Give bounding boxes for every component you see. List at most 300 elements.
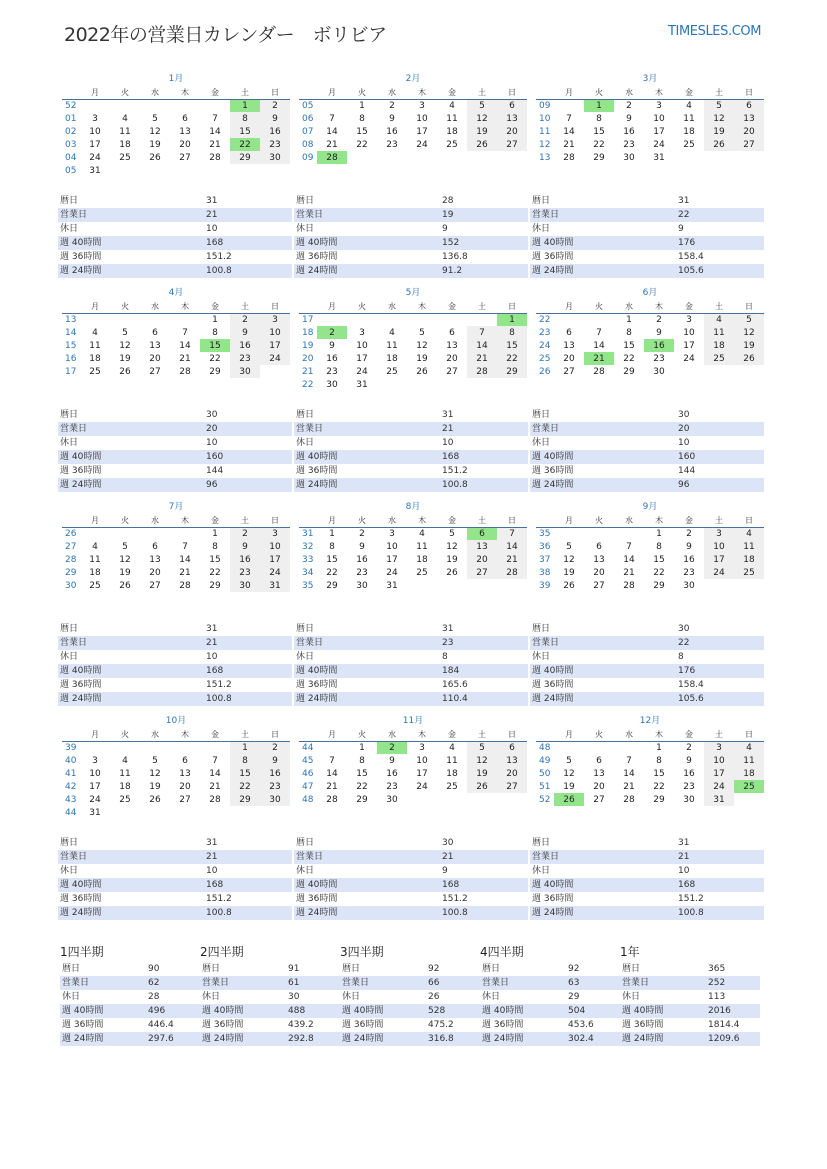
holiday-day-cell[interactable]: 1: [497, 313, 527, 326]
day-cell[interactable]: 4: [122, 755, 128, 766]
day-cell[interactable]: 26: [149, 794, 161, 805]
day-cell[interactable]: 16: [386, 126, 398, 137]
month-name[interactable]: 9月: [642, 502, 658, 512]
day-cell[interactable]: 8: [497, 326, 527, 339]
day-cell[interactable]: 15: [326, 554, 338, 565]
day-cell[interactable]: 19: [467, 125, 497, 138]
day-cell[interactable]: 13: [593, 554, 605, 565]
month-name[interactable]: 7月: [168, 502, 184, 512]
day-cell[interactable]: 15: [497, 339, 527, 352]
day-cell[interactable]: 10: [704, 540, 734, 553]
day-cell[interactable]: 17: [89, 139, 101, 150]
day-cell[interactable]: 11: [446, 113, 458, 124]
day-cell[interactable]: 13: [179, 768, 191, 779]
day-cell[interactable]: 27: [149, 366, 161, 377]
day-cell[interactable]: 21: [326, 781, 338, 792]
day-cell[interactable]: 14: [623, 554, 635, 565]
day-cell[interactable]: 21: [623, 781, 635, 792]
day-cell[interactable]: 29: [593, 152, 605, 163]
day-cell[interactable]: 26: [467, 138, 497, 151]
day-cell[interactable]: 9: [230, 540, 260, 553]
day-cell[interactable]: 4: [734, 741, 764, 754]
day-cell[interactable]: 22: [593, 139, 605, 150]
day-cell[interactable]: 2: [260, 741, 290, 754]
day-cell[interactable]: 12: [467, 754, 497, 767]
day-cell[interactable]: 23: [386, 139, 398, 150]
day-cell[interactable]: 10: [416, 113, 428, 124]
day-cell[interactable]: 22: [653, 781, 665, 792]
day-cell[interactable]: 16: [386, 768, 398, 779]
day-cell[interactable]: 16: [260, 125, 290, 138]
day-cell[interactable]: 24: [416, 139, 428, 150]
day-cell[interactable]: 24: [683, 353, 695, 364]
day-cell[interactable]: 30: [683, 580, 695, 591]
day-cell[interactable]: 12: [119, 340, 131, 351]
day-cell[interactable]: 26: [467, 780, 497, 793]
day-cell[interactable]: 13: [563, 340, 575, 351]
day-cell[interactable]: 8: [656, 755, 662, 766]
day-cell[interactable]: 4: [122, 113, 128, 124]
day-cell[interactable]: 7: [182, 327, 188, 338]
month-name[interactable]: 3月: [642, 74, 658, 84]
day-cell[interactable]: 20: [497, 767, 527, 780]
day-cell[interactable]: 30: [326, 379, 338, 390]
day-cell[interactable]: 2: [260, 99, 290, 112]
day-cell[interactable]: 25: [704, 352, 734, 365]
day-cell[interactable]: 3: [419, 100, 425, 111]
day-cell[interactable]: 1: [212, 528, 218, 539]
day-cell[interactable]: 25: [734, 566, 764, 579]
day-cell[interactable]: 23: [386, 781, 398, 792]
day-cell[interactable]: 29: [209, 366, 221, 377]
day-cell[interactable]: 12: [416, 340, 428, 351]
day-cell[interactable]: 27: [446, 366, 458, 377]
day-cell[interactable]: 24: [89, 794, 101, 805]
day-cell[interactable]: 20: [149, 567, 161, 578]
day-cell[interactable]: 10: [356, 340, 368, 351]
day-cell[interactable]: 8: [656, 541, 662, 552]
day-cell[interactable]: 18: [683, 126, 695, 137]
day-cell[interactable]: 3: [92, 755, 98, 766]
day-cell[interactable]: 15: [230, 125, 260, 138]
day-cell[interactable]: 9: [389, 113, 395, 124]
day-cell[interactable]: 14: [179, 554, 191, 565]
day-cell[interactable]: 4: [389, 327, 395, 338]
day-cell[interactable]: 6: [497, 99, 527, 112]
day-cell[interactable]: 23: [260, 780, 290, 793]
day-cell[interactable]: 26: [734, 352, 764, 365]
day-cell[interactable]: 2: [389, 100, 395, 111]
day-cell[interactable]: 5: [449, 528, 455, 539]
day-cell[interactable]: 25: [416, 567, 428, 578]
day-cell[interactable]: 28: [467, 365, 497, 378]
day-cell[interactable]: 14: [179, 340, 191, 351]
day-cell[interactable]: 21: [209, 139, 221, 150]
day-cell[interactable]: 7: [212, 113, 218, 124]
holiday-day-cell[interactable]: 25: [734, 780, 764, 793]
day-cell[interactable]: 11: [119, 768, 131, 779]
day-cell[interactable]: 17: [416, 768, 428, 779]
day-cell[interactable]: 7: [626, 755, 632, 766]
day-cell[interactable]: 3: [260, 527, 290, 540]
day-cell[interactable]: 22: [326, 567, 338, 578]
day-cell[interactable]: 23: [326, 366, 338, 377]
day-cell[interactable]: 18: [89, 567, 101, 578]
day-cell[interactable]: 20: [593, 781, 605, 792]
day-cell[interactable]: 31: [704, 793, 734, 806]
day-cell[interactable]: 1: [656, 742, 662, 753]
day-cell[interactable]: 19: [149, 781, 161, 792]
day-cell[interactable]: 1: [329, 528, 335, 539]
day-cell[interactable]: 21: [623, 567, 635, 578]
day-cell[interactable]: 23: [623, 139, 635, 150]
day-cell[interactable]: 20: [734, 125, 764, 138]
day-cell[interactable]: 6: [596, 541, 602, 552]
day-cell[interactable]: 16: [683, 554, 695, 565]
day-cell[interactable]: 5: [704, 99, 734, 112]
day-cell[interactable]: 17: [683, 340, 695, 351]
day-cell[interactable]: 28: [623, 794, 635, 805]
day-cell[interactable]: 25: [683, 139, 695, 150]
day-cell[interactable]: 9: [389, 755, 395, 766]
day-cell[interactable]: 6: [152, 541, 158, 552]
day-cell[interactable]: 6: [734, 99, 764, 112]
day-cell[interactable]: 14: [467, 339, 497, 352]
day-cell[interactable]: 18: [446, 126, 458, 137]
day-cell[interactable]: 3: [704, 741, 734, 754]
day-cell[interactable]: 24: [260, 352, 290, 365]
day-cell[interactable]: 30: [260, 151, 290, 164]
day-cell[interactable]: 4: [92, 327, 98, 338]
day-cell[interactable]: 17: [653, 126, 665, 137]
day-cell[interactable]: 18: [734, 553, 764, 566]
day-cell[interactable]: 10: [89, 768, 101, 779]
day-cell[interactable]: 4: [419, 528, 425, 539]
day-cell[interactable]: 13: [497, 112, 527, 125]
day-cell[interactable]: 20: [149, 353, 161, 364]
day-cell[interactable]: 10: [260, 540, 290, 553]
day-cell[interactable]: 26: [704, 138, 734, 151]
day-cell[interactable]: 20: [497, 125, 527, 138]
day-cell[interactable]: 29: [653, 580, 665, 591]
day-cell[interactable]: 24: [89, 152, 101, 163]
day-cell[interactable]: 31: [89, 165, 101, 176]
day-cell[interactable]: 31: [89, 807, 101, 818]
day-cell[interactable]: 17: [89, 781, 101, 792]
day-cell[interactable]: 30: [653, 366, 665, 377]
holiday-day-cell[interactable]: 1: [230, 99, 260, 112]
day-cell[interactable]: 5: [467, 741, 497, 754]
day-cell[interactable]: 9: [686, 541, 692, 552]
day-cell[interactable]: 3: [389, 528, 395, 539]
month-name[interactable]: 5月: [405, 288, 421, 298]
day-cell[interactable]: 19: [704, 125, 734, 138]
holiday-day-cell[interactable]: 6: [467, 527, 497, 540]
day-cell[interactable]: 27: [179, 794, 191, 805]
day-cell[interactable]: 15: [653, 554, 665, 565]
day-cell[interactable]: 20: [179, 781, 191, 792]
day-cell[interactable]: 1: [359, 100, 365, 111]
day-cell[interactable]: 19: [563, 567, 575, 578]
day-cell[interactable]: 15: [209, 554, 221, 565]
day-cell[interactable]: 17: [260, 339, 290, 352]
day-cell[interactable]: 15: [356, 768, 368, 779]
day-cell[interactable]: 11: [446, 755, 458, 766]
day-cell[interactable]: 27: [467, 566, 497, 579]
day-cell[interactable]: 29: [623, 366, 635, 377]
day-cell[interactable]: 16: [356, 554, 368, 565]
day-cell[interactable]: 22: [653, 567, 665, 578]
day-cell[interactable]: 17: [704, 553, 734, 566]
day-cell[interactable]: 11: [386, 340, 398, 351]
day-cell[interactable]: 2: [686, 528, 692, 539]
day-cell[interactable]: 10: [260, 326, 290, 339]
day-cell[interactable]: 5: [122, 541, 128, 552]
day-cell[interactable]: 8: [212, 327, 218, 338]
day-cell[interactable]: 13: [446, 340, 458, 351]
day-cell[interactable]: 29: [230, 793, 260, 806]
day-cell[interactable]: 25: [386, 366, 398, 377]
day-cell[interactable]: 22: [356, 781, 368, 792]
day-cell[interactable]: 9: [626, 113, 632, 124]
day-cell[interactable]: 23: [230, 352, 260, 365]
day-cell[interactable]: 26: [563, 580, 575, 591]
day-cell[interactable]: 8: [212, 541, 218, 552]
day-cell[interactable]: 17: [704, 767, 734, 780]
day-cell[interactable]: 30: [623, 152, 635, 163]
day-cell[interactable]: 2: [359, 528, 365, 539]
day-cell[interactable]: 19: [734, 339, 764, 352]
day-cell[interactable]: 24: [356, 366, 368, 377]
day-cell[interactable]: 22: [356, 139, 368, 150]
day-cell[interactable]: 5: [467, 99, 497, 112]
day-cell[interactable]: 4: [92, 541, 98, 552]
day-cell[interactable]: 14: [209, 126, 221, 137]
day-cell[interactable]: 30: [386, 794, 398, 805]
day-cell[interactable]: 16: [683, 768, 695, 779]
day-cell[interactable]: 3: [92, 113, 98, 124]
day-cell[interactable]: 3: [419, 742, 425, 753]
day-cell[interactable]: 12: [704, 112, 734, 125]
day-cell[interactable]: 11: [416, 541, 428, 552]
day-cell[interactable]: 12: [734, 326, 764, 339]
day-cell[interactable]: 26: [119, 580, 131, 591]
day-cell[interactable]: 7: [329, 755, 335, 766]
holiday-day-cell[interactable]: 26: [554, 793, 584, 806]
day-cell[interactable]: 14: [209, 768, 221, 779]
day-cell[interactable]: 21: [179, 567, 191, 578]
day-cell[interactable]: 28: [209, 152, 221, 163]
day-cell[interactable]: 27: [563, 366, 575, 377]
day-cell[interactable]: 21: [179, 353, 191, 364]
day-cell[interactable]: 16: [260, 767, 290, 780]
day-cell[interactable]: 23: [260, 138, 290, 151]
day-cell[interactable]: 1: [230, 741, 260, 754]
day-cell[interactable]: 19: [467, 767, 497, 780]
day-cell[interactable]: 30: [230, 579, 260, 592]
day-cell[interactable]: 9: [656, 327, 662, 338]
day-cell[interactable]: 13: [179, 126, 191, 137]
day-cell[interactable]: 8: [626, 327, 632, 338]
day-cell[interactable]: 26: [119, 366, 131, 377]
day-cell[interactable]: 6: [596, 755, 602, 766]
day-cell[interactable]: 19: [563, 781, 575, 792]
day-cell[interactable]: 5: [152, 755, 158, 766]
day-cell[interactable]: 4: [449, 742, 455, 753]
day-cell[interactable]: 9: [230, 326, 260, 339]
day-cell[interactable]: 20: [563, 353, 575, 364]
day-cell[interactable]: 8: [359, 113, 365, 124]
day-cell[interactable]: 20: [593, 567, 605, 578]
day-cell[interactable]: 26: [416, 366, 428, 377]
day-cell[interactable]: 9: [329, 340, 335, 351]
day-cell[interactable]: 20: [446, 353, 458, 364]
day-cell[interactable]: 9: [686, 755, 692, 766]
month-name[interactable]: 4月: [168, 288, 184, 298]
day-cell[interactable]: 18: [119, 781, 131, 792]
holiday-day-cell[interactable]: 1: [584, 99, 614, 112]
day-cell[interactable]: 4: [704, 313, 734, 326]
day-cell[interactable]: 28: [326, 794, 338, 805]
day-cell[interactable]: 24: [653, 139, 665, 150]
day-cell[interactable]: 30: [356, 580, 368, 591]
day-cell[interactable]: 28: [563, 152, 575, 163]
month-name[interactable]: 11月: [402, 716, 424, 726]
month-name[interactable]: 12月: [639, 716, 661, 726]
day-cell[interactable]: 29: [497, 365, 527, 378]
day-cell[interactable]: 12: [149, 126, 161, 137]
day-cell[interactable]: 25: [446, 781, 458, 792]
day-cell[interactable]: 11: [683, 113, 695, 124]
day-cell[interactable]: 12: [563, 768, 575, 779]
month-name[interactable]: 6月: [642, 288, 658, 298]
month-name[interactable]: 8月: [405, 502, 421, 512]
day-cell[interactable]: 14: [497, 540, 527, 553]
day-cell[interactable]: 8: [329, 541, 335, 552]
month-name[interactable]: 10月: [165, 716, 187, 726]
day-cell[interactable]: 18: [416, 554, 428, 565]
day-cell[interactable]: 7: [566, 113, 572, 124]
day-cell[interactable]: 20: [467, 553, 497, 566]
holiday-day-cell[interactable]: 22: [230, 138, 260, 151]
day-cell[interactable]: 27: [593, 580, 605, 591]
day-cell[interactable]: 24: [704, 566, 734, 579]
day-cell[interactable]: 28: [497, 566, 527, 579]
day-cell[interactable]: 1: [212, 314, 218, 325]
day-cell[interactable]: 23: [683, 567, 695, 578]
day-cell[interactable]: 9: [359, 541, 365, 552]
day-cell[interactable]: 23: [653, 353, 665, 364]
day-cell[interactable]: 16: [623, 126, 635, 137]
day-cell[interactable]: 25: [119, 794, 131, 805]
day-cell[interactable]: 21: [326, 139, 338, 150]
day-cell[interactable]: 7: [329, 113, 335, 124]
day-cell[interactable]: 19: [446, 554, 458, 565]
day-cell[interactable]: 12: [446, 541, 458, 552]
day-cell[interactable]: 31: [356, 379, 368, 390]
day-cell[interactable]: 24: [704, 780, 734, 793]
day-cell[interactable]: 9: [260, 754, 290, 767]
day-cell[interactable]: 11: [89, 554, 101, 565]
day-cell[interactable]: 5: [566, 541, 572, 552]
day-cell[interactable]: 8: [596, 113, 602, 124]
day-cell[interactable]: 16: [326, 353, 338, 364]
day-cell[interactable]: 6: [182, 755, 188, 766]
day-cell[interactable]: 28: [593, 366, 605, 377]
day-cell[interactable]: 12: [467, 112, 497, 125]
day-cell[interactable]: 3: [704, 527, 734, 540]
day-cell[interactable]: 25: [89, 366, 101, 377]
day-cell[interactable]: 18: [386, 353, 398, 364]
day-cell[interactable]: 7: [497, 527, 527, 540]
day-cell[interactable]: 13: [497, 754, 527, 767]
day-cell[interactable]: 24: [416, 781, 428, 792]
day-cell[interactable]: 17: [416, 126, 428, 137]
day-cell[interactable]: 18: [446, 768, 458, 779]
day-cell[interactable]: 30: [683, 794, 695, 805]
day-cell[interactable]: 6: [497, 741, 527, 754]
day-cell[interactable]: 13: [149, 554, 161, 565]
holiday-day-cell[interactable]: 2: [317, 326, 347, 339]
day-cell[interactable]: 7: [212, 755, 218, 766]
day-cell[interactable]: 17: [386, 554, 398, 565]
day-cell[interactable]: 13: [593, 768, 605, 779]
day-cell[interactable]: 4: [449, 100, 455, 111]
day-cell[interactable]: 15: [593, 126, 605, 137]
day-cell[interactable]: 14: [563, 126, 575, 137]
day-cell[interactable]: 1: [359, 742, 365, 753]
day-cell[interactable]: 6: [449, 327, 455, 338]
day-cell[interactable]: 19: [119, 567, 131, 578]
day-cell[interactable]: 10: [683, 327, 695, 338]
day-cell[interactable]: 23: [683, 781, 695, 792]
day-cell[interactable]: 30: [260, 793, 290, 806]
day-cell[interactable]: 10: [89, 126, 101, 137]
day-cell[interactable]: 5: [122, 327, 128, 338]
day-cell[interactable]: 1: [656, 528, 662, 539]
day-cell[interactable]: 27: [734, 138, 764, 151]
day-cell[interactable]: 25: [446, 139, 458, 150]
day-cell[interactable]: 31: [260, 579, 290, 592]
day-cell[interactable]: 30: [230, 365, 260, 378]
day-cell[interactable]: 7: [467, 326, 497, 339]
day-cell[interactable]: 2: [626, 100, 632, 111]
day-cell[interactable]: 26: [149, 152, 161, 163]
day-cell[interactable]: 10: [704, 754, 734, 767]
day-cell[interactable]: 21: [209, 781, 221, 792]
holiday-day-cell[interactable]: 16: [644, 339, 674, 352]
day-cell[interactable]: 26: [446, 567, 458, 578]
day-cell[interactable]: 15: [230, 767, 260, 780]
day-cell[interactable]: 15: [623, 340, 635, 351]
day-cell[interactable]: 1: [626, 314, 632, 325]
day-cell[interactable]: 29: [356, 794, 368, 805]
day-cell[interactable]: 31: [386, 580, 398, 591]
day-cell[interactable]: 11: [89, 340, 101, 351]
day-cell[interactable]: 4: [686, 100, 692, 111]
month-name[interactable]: 1月: [168, 74, 184, 84]
day-cell[interactable]: 7: [182, 541, 188, 552]
day-cell[interactable]: 7: [626, 541, 632, 552]
day-cell[interactable]: 27: [149, 580, 161, 591]
month-name[interactable]: 2月: [405, 74, 421, 84]
day-cell[interactable]: 15: [653, 768, 665, 779]
day-cell[interactable]: 22: [209, 353, 221, 364]
day-cell[interactable]: 18: [119, 139, 131, 150]
day-cell[interactable]: 24: [260, 566, 290, 579]
day-cell[interactable]: 13: [149, 340, 161, 351]
day-cell[interactable]: 11: [119, 126, 131, 137]
